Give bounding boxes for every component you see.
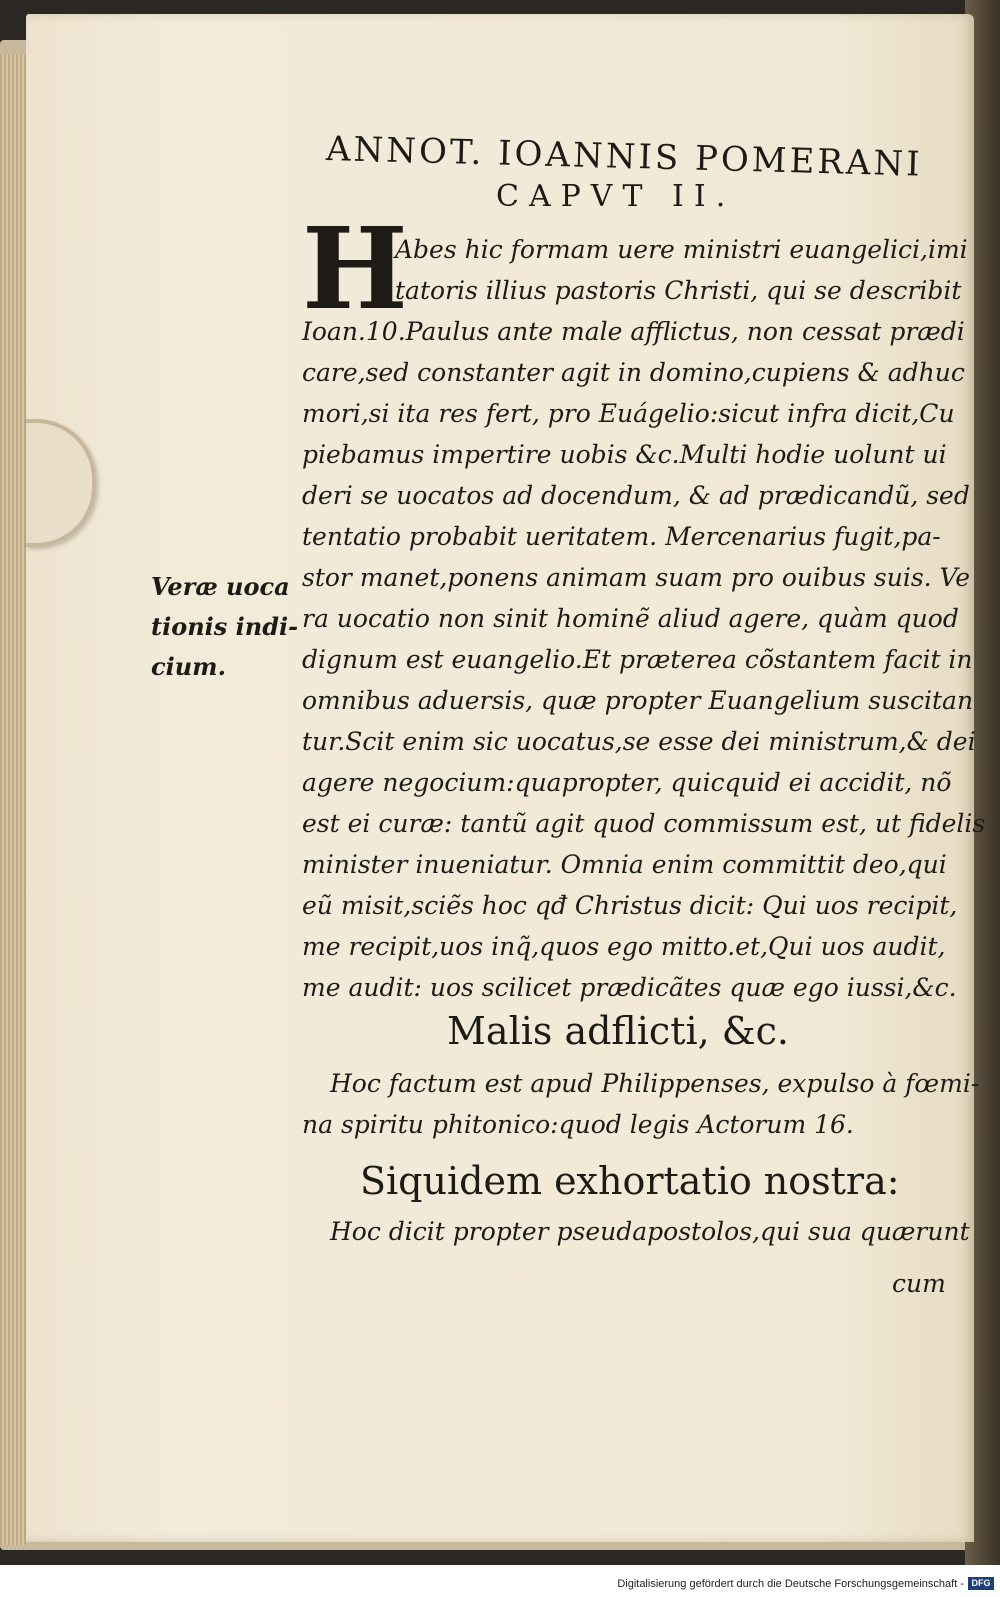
commentary-line: Hoc dicit propter pseudapostolos,qui sua quærunt (330, 1217, 970, 1246)
body-line: agere negocium:quapropter, quicquid ei accidit, nõ (302, 768, 952, 797)
body-line: Abes hic formam uere ministri euangelici,imi (395, 235, 968, 264)
body-line: stor manet,ponens animam suam pro ouibus suis. Ve (302, 563, 971, 592)
catchword: cum (892, 1269, 946, 1298)
body-line: piebamus impertire uobis &c.Multi hodie uolunt ui (302, 440, 947, 469)
funding-credit: Digitalisierung gefördert durch die Deutsche Forschungsgemeinschaft - (617, 1578, 964, 1590)
body-line: tatoris illius pastoris Christi, qui se describit (395, 276, 962, 305)
lemma-heading: Malis adflicti, &c. (447, 1009, 789, 1053)
chapter-heading: CAPVT II. (496, 179, 736, 214)
margin-note (151, 567, 301, 687)
commentary-line: na spiritu phitonico:quod legis Actorum 16. (302, 1110, 854, 1139)
margin-note-line: tionis indi- (151, 612, 299, 641)
body-line: eũ misit,sciẽs hoc qđ Christus dicit: Qui uos recipit, (302, 891, 958, 920)
drop-cap: H (302, 204, 408, 335)
book-page (26, 14, 986, 1542)
book-page-edges-left (0, 55, 26, 1545)
body-line: est ei curæ: tantũ agit quod commissum est, ut fidelis (302, 809, 986, 838)
body-line: tur.Scit enim sic uocatus,se esse dei ministrum,& dei (302, 727, 976, 756)
body-line: me audit: uos scilicet prædicãtes quæ ego iussi,&c. (302, 973, 957, 1002)
lemma-heading: Siquidem exhortatio nostra: (360, 1159, 900, 1203)
page-clip (26, 419, 96, 547)
body-line: me recipit,uos inq̃,quos ego mitto.et,Qui uos audit, (302, 932, 946, 961)
commentary-line: Hoc factum est apud Philippenses, expulso à fœmi- (330, 1069, 980, 1098)
body-line: deri se uocatos ad docendum, & ad prædicandũ, sed (302, 481, 970, 510)
body-line: care,sed constanter agit in domino,cupiens & adhuc (302, 358, 965, 387)
dfg-logo: DFG (968, 1577, 994, 1590)
body-line: Ioan.10.Paulus ante male afflictus, non cessat prædi (302, 317, 965, 346)
body-line: omnibus aduersis, quæ propter Euangelium suscitan (302, 686, 974, 715)
body-line: tentatio probabit ueritatem. Mercenarius fugit,pa- (302, 522, 941, 551)
body-line: minister inueniatur. Omnia enim committit deo,qui (302, 850, 947, 879)
body-line: ra uocatio non sinit hominẽ aliud agere, quàm quod (302, 604, 959, 633)
body-line: mori,si ita res fert, pro Euágelio:sicut infra dicit,Cu (302, 399, 955, 428)
margin-note-line: cium. (151, 652, 226, 681)
margin-note-line: Veræ uoca (151, 572, 290, 601)
body-line: dignum est euangelio.Et præterea cõstantem facit in (302, 645, 973, 674)
running-head: ANNOT. IOANNIS POMERANI (325, 129, 924, 185)
